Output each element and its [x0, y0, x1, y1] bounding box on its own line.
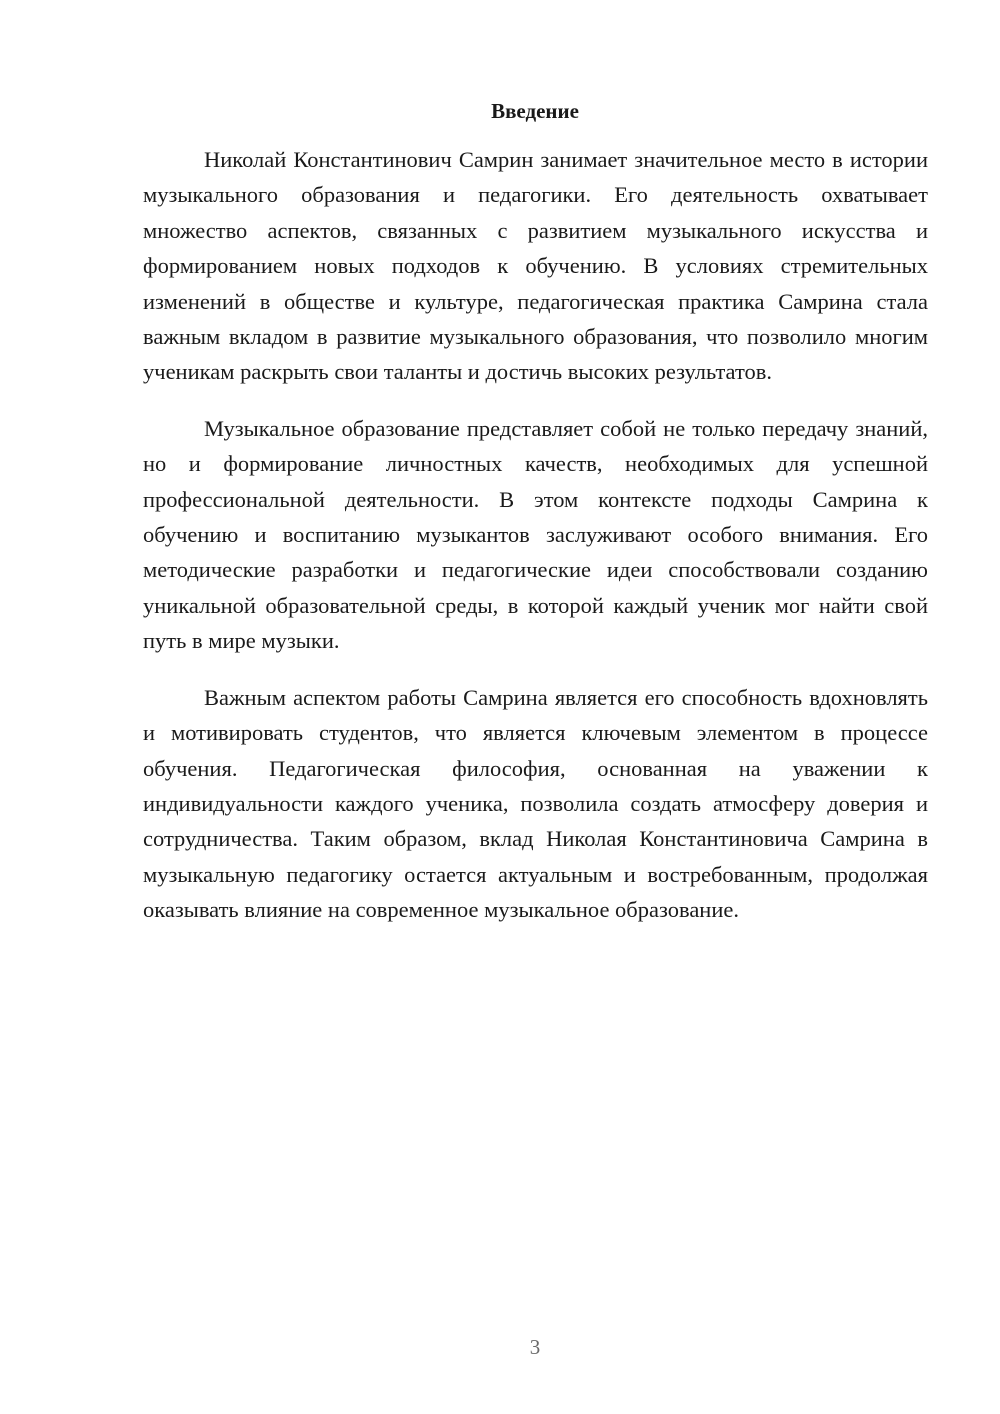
paragraph-1: Николай Константинович Самрин занимает значительное место в истории музыкального образования и педагогики. Его деятельность охватывает множество аспектов, связанных с развитием музыкального искусства и формированием новых подходов к обучению. В условиях стремительных изменений в обществе и культуре, педагогическая практика Самрина стала важным вкладом в развитие музыкального образования, что позволило многим ученикам раскрыть свои таланты и достичь высоких результатов.: [143, 147, 928, 385]
body-text: [143, 142, 928, 928]
paragraph-2: Музыкальное образование представляет собой не только передачу знаний, но и формирование личностных качеств, необходимых для успешной профессиональной деятельности. В этом контексте подходы Самрина к обучению и воспитанию музыкантов заслуживают особого внимания. Его методические разработки и педагогические идеи способствовали созданию уникальной образовательной среды, в которой каждый ученик мог найти свой путь в мире музыки.: [143, 415, 928, 654]
page-number: 3: [529, 1335, 541, 1359]
page-title: Введение: [491, 99, 579, 123]
paragraph-3: Важным аспектом работы Самрина является его способность вдохновлять и мотивировать студентов, что является ключевым элементом в процессе обучения. Педагогическая философия, основанная на уважении к индивидуальности каждого ученика, позволила создать атмосферу доверия и сотрудничества. Таким образом, вклад Николая Константиновича Самрина в музыкальную педагогику остается актуальным и востребованным, продолжая оказывать влияние на современное музыкальное образование.: [143, 684, 928, 923]
